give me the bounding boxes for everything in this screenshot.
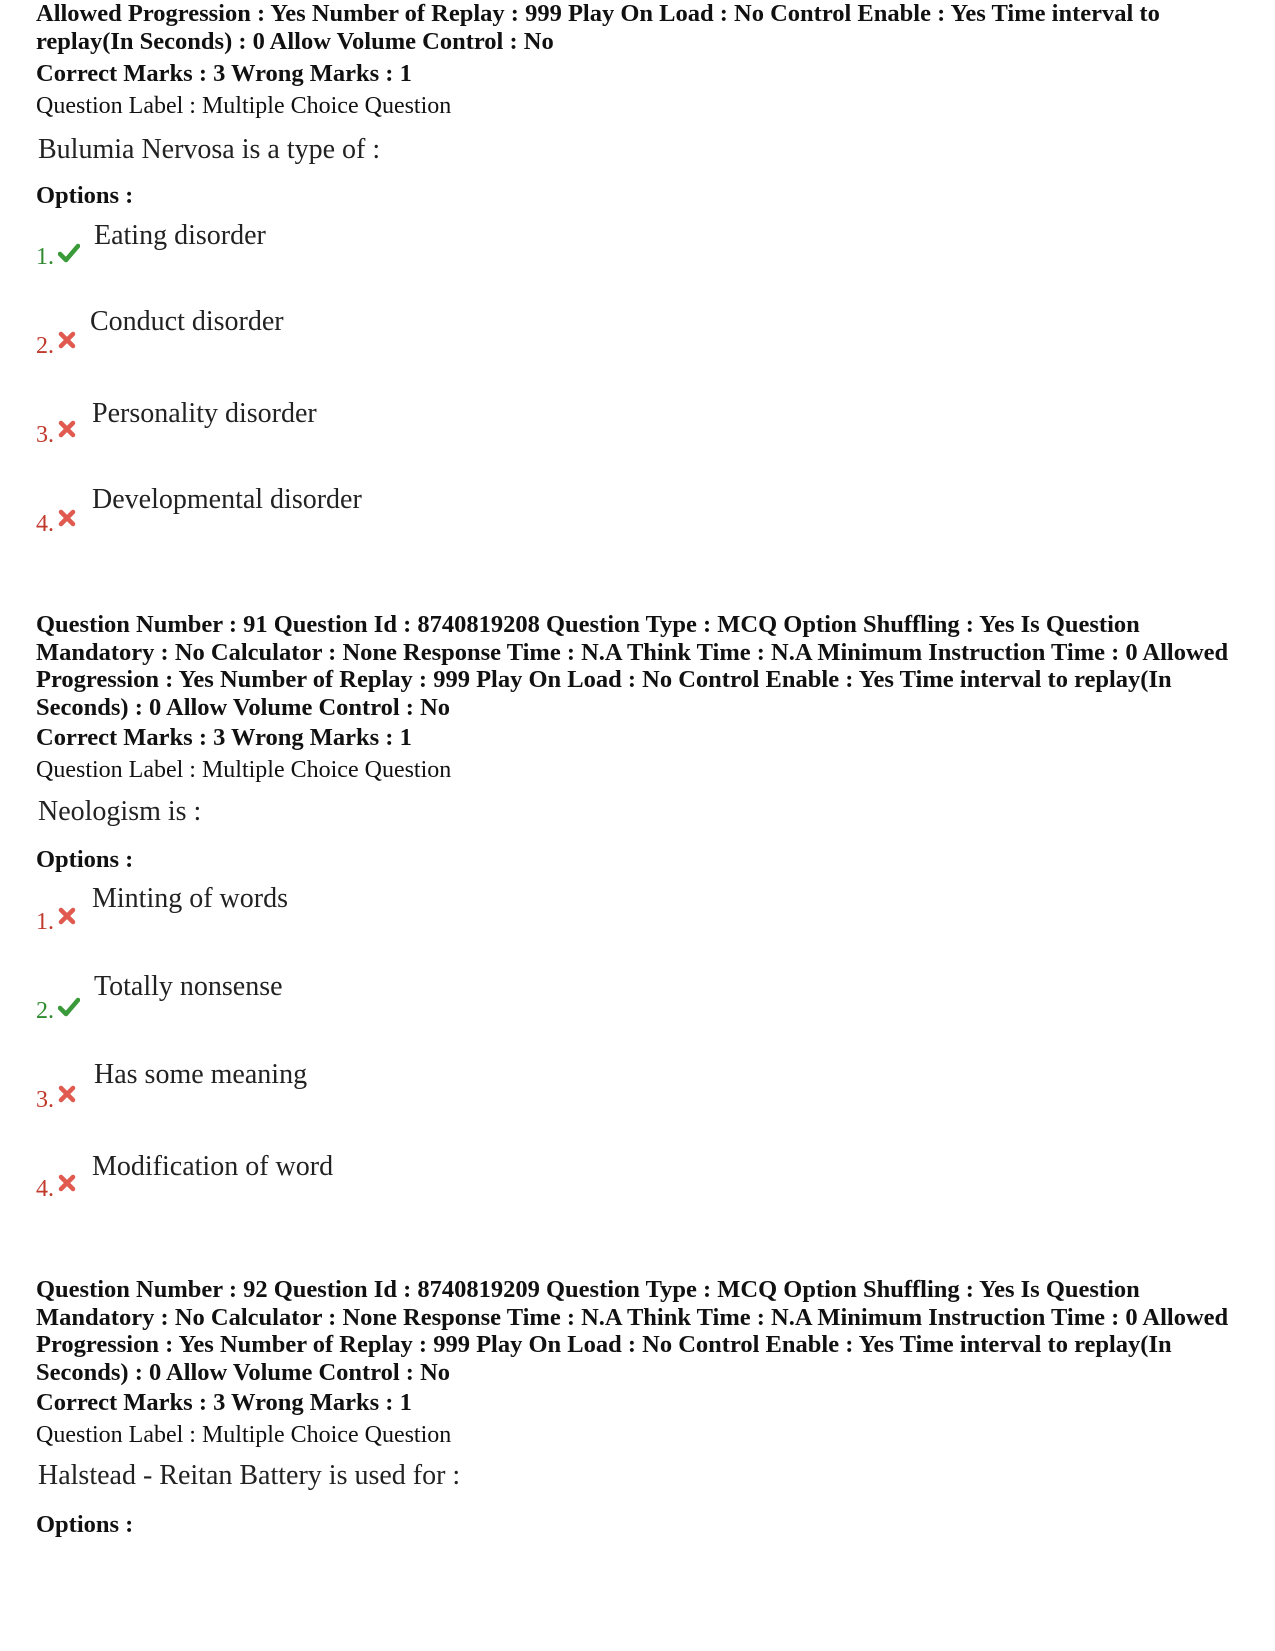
question-label: Question Label : Multiple Choice Question	[36, 757, 452, 783]
question-meta: Allowed Progression : Yes Number of Replay : 999 Play On Load : No Control Enable : Yes Time interval to replay(In Seconds) : 0 Allow Volume Control : No	[36, 0, 1160, 55]
option-number: 2.	[36, 333, 54, 359]
options-heading: Options :	[36, 846, 134, 873]
check-icon	[58, 242, 80, 264]
option-number: 3.	[36, 422, 54, 448]
option-text: Totally nonsense	[94, 971, 283, 1002]
options-heading: Options :	[36, 182, 134, 209]
options-heading: Options :	[36, 1511, 134, 1538]
marks-info: Correct Marks : 3 Wrong Marks : 1	[36, 60, 412, 87]
option-text: Eating disorder	[94, 220, 266, 251]
question-text: Halstead - Reitan Battery is used for :	[38, 1460, 461, 1491]
option-text: Has some meaning	[94, 1059, 308, 1090]
option-text: Minting of words	[92, 883, 288, 914]
option-number: 3.	[36, 1087, 54, 1113]
option-number: 4.	[36, 511, 54, 537]
question-meta: Question Number : 91 Question Id : 8740819208 Question Type : MCQ Option Shuffling : Yes Is Question Mandatory : No Calculator : None Response Time : N.A Think Time : N.A Minimum Instruction Time : 0 Allowed Progression : Yes Number of Replay : 999 Play On Load : No Control Enable : Yes Time interval to replay(In Seconds) : 0 Allow Volume Control : No	[36, 611, 1229, 721]
marks-info: Correct Marks : 3 Wrong Marks : 1	[36, 724, 412, 751]
option-text: Modification of word	[92, 1151, 334, 1182]
question-text: Bulumia Nervosa is a type of :	[38, 134, 381, 165]
option-text: Developmental disorder	[92, 484, 362, 515]
cross-icon	[58, 420, 76, 438]
question-meta: Question Number : 92 Question Id : 8740819209 Question Type : MCQ Option Shuffling : Yes Is Question Mandatory : No Calculator : None Response Time : N.A Think Time : N.A Minimum Instruction Time : 0 Allowed Progression : Yes Number of Replay : 999 Play On Load : No Control Enable : Yes Time interval to replay(In Seconds) : 0 Allow Volume Control : No	[36, 1276, 1229, 1386]
cross-icon	[58, 331, 76, 349]
option-text: Personality disorder	[92, 398, 317, 429]
option-number: 4.	[36, 1176, 54, 1202]
option-number: 1.	[36, 909, 54, 935]
cross-icon	[58, 1085, 76, 1103]
question-label: Question Label : Multiple Choice Question	[36, 1422, 452, 1448]
option-text: Conduct disorder	[90, 306, 284, 337]
cross-icon	[58, 1174, 76, 1192]
marks-info: Correct Marks : 3 Wrong Marks : 1	[36, 1389, 412, 1416]
option-number: 1.	[36, 244, 54, 270]
cross-icon	[58, 509, 76, 527]
option-number: 2.	[36, 998, 54, 1024]
check-icon	[58, 996, 80, 1018]
cross-icon	[58, 907, 76, 925]
question-label: Question Label : Multiple Choice Question	[36, 93, 452, 119]
question-text: Neologism is :	[38, 796, 202, 827]
